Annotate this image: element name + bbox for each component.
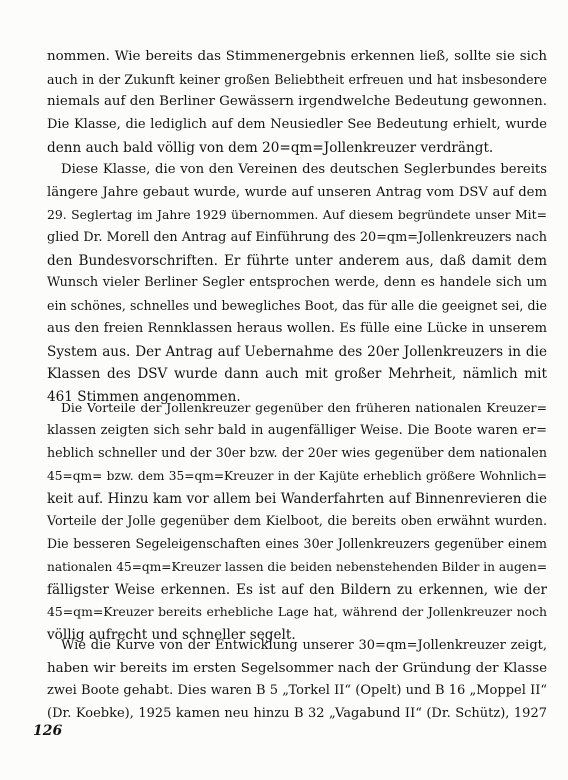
text-line: längere Jahre gebaut wurde, wurde auf unseren Antrag vom DSV auf dem [47,184,547,200]
text-line: auch in der Zukunft keiner großen Beliebtheit erfreuen und hat insbesondere [47,71,547,87]
text-line: 45=qm= bzw. dem 35=qm=Kreuzer in der Kajüte erheblich größere Wohnlich= [47,469,547,484]
text-line: klassen zeigten sich sehr bald in augenfälliger Weise. Die Boote waren er= [47,422,547,438]
text-line: völlig aufrecht und schneller segelt. [47,626,296,643]
text-line: zwei Boote gehabt. Dies waren B 5 „Torkel II“ (Opelt) und B 16 „Moppel II“ [47,683,547,699]
text-line: ein schönes, schnelles und bewegliches Boot, das für alle die geeignet sei, die [47,298,547,314]
text-line: keit auf. Hinzu kam vor allem bei Wanderfahrten auf Binnenrevieren die [47,490,547,507]
text-line: glied Dr. Morell den Antrag auf Einführung des 20=qm=Jollenkreuzers nach [47,230,547,246]
text-line: (Dr. Koebke), 1925 kamen neu hinzu B 32 „Vagabund II“ (Dr. Schütz), 1927 [47,706,547,722]
text-line: Diese Klasse, die von den Vereinen des deutschen Seglerbundes bereits [61,162,547,177]
text-line: Wunsch vieler Berliner Segler entsprochen werde, denn es handele sich um [47,275,547,291]
text-line: heblich schneller und der 30er bzw. der 20er wies gegenüber dem nationalen [47,445,547,461]
text-line: niemals auf den Berliner Gewässern irgendwelche Bedeutung gewonnen. [47,94,547,110]
text-line: nommen. Wie bereits das Stimmenergebnis erkennen ließ, sollte sie sich [47,49,547,64]
text-line: Die besseren Segeleigenschaften eines 30er Jollenkreuzers gegenüber einem [47,536,547,552]
text-line: System aus. Der Antrag auf Uebernahme des 20er Jollenkreuzers in die [47,343,547,360]
page-number: 126 [33,723,63,739]
paragraph-1 [47,46,547,159]
text-line: nationalen 45=qm=Kreuzer lassen die beiden nebenstehenden Bilder in augen= [47,559,548,574]
text-line: 461 Stimmen angenommen. [47,388,241,405]
paragraph-2 [47,159,547,409]
text-line: 45=qm=Kreuzer bereits erhebliche Lage hat, während der Jollenkreuzer noch [47,604,547,620]
text-line: Die Klasse, die lediglich auf dem Neusiedler See Bedeutung erhielt, wurde [47,117,547,133]
paragraph-3 [47,397,547,647]
text-line: Vorteile der Jolle gegenüber dem Kielboot, die bereits oben erwähnt wurden. [47,513,547,529]
text-line: 29. Seglertag im Jahre 1929 übernommen. Auf diesem begründete unser Mit= [47,207,547,223]
text-line: Klassen des DSV wurde dann auch mit großer Mehrheit, nämlich mit [47,366,547,383]
text-line: aus den freien Rennklassen heraus wollen. Es fülle eine Lücke in unserem [47,320,547,336]
text-line: denn auch bald völlig von dem 20=qm=Jollenkreuzer verdrängt. [47,139,494,156]
text-line: fälligster Weise erkennen. Es ist auf den Bildern zu erkennen, wie der [47,581,547,598]
paragraph-4 [47,635,547,726]
text-line: den Bundesvorschriften. Er führte unter anderem aus, daß damit dem [47,252,547,269]
text-line: haben wir bereits im ersten Segelsommer nach der Gründung der Klasse [47,660,547,676]
text-line: Die Vorteile der Jollenkreuzer gegenüber den früheren nationalen Kreuzer= [61,400,547,415]
text-line: Wie die Kurve von der Entwicklung unserer 30=qm=Jollenkreuzer zeigt, [61,638,547,653]
